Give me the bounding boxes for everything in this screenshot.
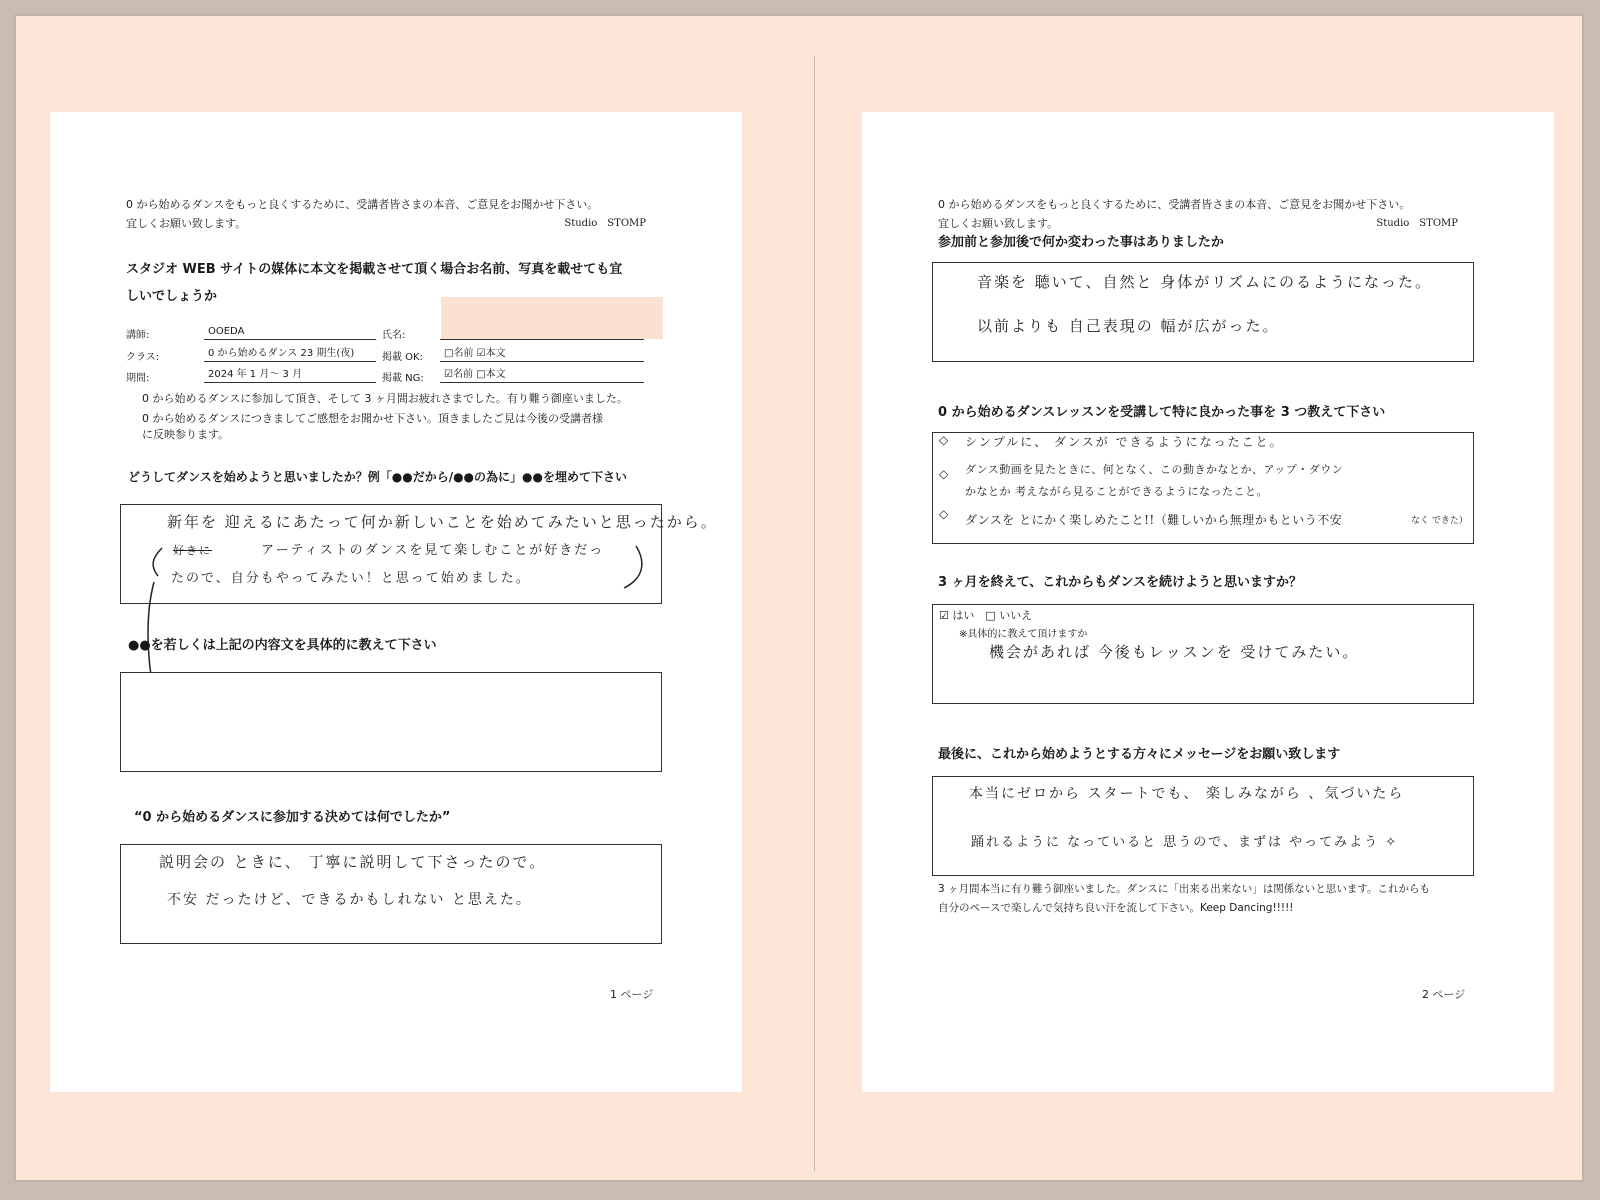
q3-answer-line-1: 説明会の ときに、 丁寧に説明して下さったので。 [159, 853, 547, 871]
notice-line-2: 0 から始めるダンスにつきましてご感想をお聞かせ下さい。頂きましたご見は今後の受講者様 [142, 412, 604, 425]
publish-ng-value: ☑名前 □本文 [440, 367, 644, 383]
intro-text [126, 195, 646, 233]
studio-name: Studio STOMP [564, 218, 646, 229]
q4-answer-box [932, 262, 1474, 362]
q5-item-2-line-1: ダンス動画を見たときに、何となく、この動きかなとか、アップ・ダウン [965, 463, 1344, 476]
q4-title: 参加前と参加後で何か変わった事はありましたか [938, 235, 1224, 250]
instructor-label: 講師: [126, 330, 150, 341]
q7-title: 最後に、これから始めようとする方々にメッセージをお願い致します [938, 747, 1341, 762]
notice-line-3: に反映参ります。 [142, 428, 230, 441]
q5-answer-box [932, 432, 1474, 544]
intro-line-2: 宜しくお願い致します。 [126, 217, 247, 230]
closing-line-2: 自分のペースで楽しんで気持ち良い汗を流して下さい。Keep Dancing!!!!! [938, 902, 1294, 914]
page-2 [862, 112, 1554, 1092]
publish-ng-label: 掲載 NG: [382, 373, 424, 384]
instructor-value: OOEDA [204, 324, 376, 340]
period-label: 期間: [126, 373, 150, 384]
closing-message [938, 880, 1478, 918]
period-value: 2024 年 1 月～ 3 月 [204, 367, 376, 383]
q6-sub-prompt: ※具体的に教えて頂けますか [959, 629, 1088, 640]
bullet-2: ◇ [939, 467, 949, 481]
q7-answer-line-1: 本当にゼロから スタートでも、 楽しみながら 、気づいたら [969, 786, 1405, 802]
page-1 [50, 112, 742, 1092]
q5-item-3-note: なく できた） [1411, 516, 1468, 526]
publish-ok-label: 掲載 OK: [382, 352, 423, 363]
yes-no-choice: ☑ はい □ いいえ [939, 609, 1033, 622]
intro-text [938, 195, 1458, 233]
web-question-line-2: しいでしょうか [126, 289, 218, 304]
q6-answer-box [932, 604, 1474, 704]
q1-answer-line-3: たので、自分もやってみたい！と思って始めました。 [171, 571, 531, 586]
bullet-3: ◇ [939, 507, 949, 521]
document-spread [14, 14, 1584, 1182]
publish-ok-value: □名前 ☑本文 [440, 346, 644, 362]
q5-item-1: シンプルに、 ダンスが できるようになったこと。 [965, 435, 1284, 449]
spread-spine [814, 56, 815, 1171]
q7-answer-box [932, 776, 1474, 876]
q5-item-2-line-2: かなとか 考えながら見ることができるようになったこと。 [965, 485, 1268, 498]
q1-answer-strike: 好きに [173, 544, 212, 557]
name-field [440, 324, 644, 340]
q2-title: ●●を若しくは上記の内容文を具体的に教えて下さい [128, 638, 437, 653]
q1-answer-line-2: アーティストのダンスを見て楽しむことが好きだっ [261, 543, 605, 558]
q3-title: “0 から始めるダンスに参加する決めては何でしたか” [134, 810, 451, 825]
q2-answer-box [120, 672, 662, 772]
class-value: 0 から始めるダンス 23 期生(夜) [204, 346, 376, 362]
class-label: クラス: [126, 352, 160, 363]
q5-item-3: ダンスを とにかく楽しめたこと!!（難しいから無理かもという不安 [965, 513, 1343, 527]
q5-title: 0 から始めるダンスレッスンを受講して特に良かった事を 3 つ教えて下さい [938, 405, 1386, 420]
intro-line-1: 0 から始めるダンスをもっと良くするために、受講者皆さまの本音、ご意見をお聞かせ下さい。 [126, 198, 599, 211]
bullet-1: ◇ [939, 433, 949, 447]
page-number: 2 ページ [1422, 988, 1466, 1001]
studio-name: Studio STOMP [1376, 218, 1458, 229]
name-label: 氏名: [382, 330, 406, 341]
q4-answer-line-2: 以前よりも 自己表現の 幅が広がった。 [977, 317, 1280, 335]
q4-answer-line-1: 音楽を 聴いて、自然と 身体がリズムにのるようになった。 [977, 273, 1432, 291]
web-question-line-1: スタジオ WEB サイトの媒体に本文を掲載させて頂く場合お名前、写真を載せても宜 [126, 262, 623, 277]
q7-answer-line-2: 踊れるように なっていると 思うので、まずは やってみよう ✧ [971, 835, 1399, 850]
intro-line-1: 0 から始めるダンスをもっと良くするために、受講者皆さまの本音、ご意見をお聞かせ下さい。 [938, 198, 1411, 211]
q6-answer: 機会があれば 今後もレッスンを 受けてみたい。 [989, 643, 1360, 661]
q3-answer-box [120, 844, 662, 944]
q1-title: どうしてダンスを始めようと思いましたか？例「●●だから/●●の為に」●●を埋めて下さい [128, 470, 627, 484]
q3-answer-line-2: 不安 だったけど、できるかもしれない と思えた。 [167, 892, 532, 908]
page-number: 1 ページ [610, 988, 654, 1001]
notice-line-1: 0 から始めるダンスに参加して頂き、そして 3 ヶ月間お疲れさまでした。有り難う御座いました。 [142, 392, 628, 405]
intro-line-2: 宜しくお願い致します。 [938, 217, 1059, 230]
thanks-notice [142, 391, 682, 443]
closing-line-1: 3 ヶ月間本当に有り難う御座いました。ダンスに「出来る出来ない」は関係ないと思います。これからも [938, 883, 1430, 895]
q6-title: 3 ヶ月を終えて、これからもダンスを続けようと思いますか？ [938, 575, 1303, 590]
q1-answer-line-1: 新年を 迎えるにあたって何か新しいことを始めてみたいと思ったから。 [167, 513, 718, 531]
